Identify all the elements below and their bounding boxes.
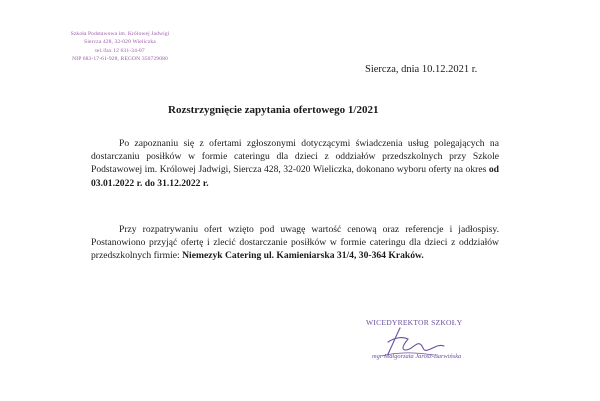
paragraph-period: od 03.01.2022 r. do 31.12.2022 r. bbox=[91, 164, 499, 189]
paragraph-decision bbox=[91, 223, 499, 263]
document-date: Sierczа, dnia 10.12.2021 r. bbox=[365, 64, 478, 75]
stamp-line: tel./fax 12 631-34-07 bbox=[95, 47, 145, 54]
paragraph-text: Po zapoznaniu się z ofertami zgłoszonymi dotyczącymi świadczenia usług polegających na dostarczaniu posiłków w formie cateringu dla dzieci z oddziałów przedszkolnych przy Szkole Podstawowej im. Królowej Jadwigi, Sierczа 428, 32-020 Wieliczka, dokonano wyboru oferty na okres bbox=[91, 138, 499, 176]
signature-title: WICEDYREKTOR SZKOŁY bbox=[366, 318, 463, 327]
school-stamp bbox=[60, 30, 180, 63]
selected-company: Niemezyk Catering ul. Kamieniarska 31/4, 30-364 Kraków. bbox=[182, 250, 424, 262]
document-title: Rozstrzygnięcie zapytania ofertowego 1/2021 bbox=[168, 104, 379, 116]
stamp-line: NIP 683-17-61-928, REGON 350729080 bbox=[72, 55, 168, 62]
paragraph-text: Przy rozpatrywaniu ofert wzięto pod uwagę wartość cenową oraz referencje i jadłospisy. Postanowiono przyjąć ofertę i zlecić dostarczanie posiłków w formie cateringu dla dzieci z oddziałów przedszkolnych firmie: bbox=[91, 224, 499, 262]
paragraph-selection bbox=[91, 137, 499, 190]
stamp-line: Szkoła Podstawowa im. Królowej Jadwigi bbox=[70, 31, 170, 37]
signatory-name: mgr Małgorzata Jarosz-Barwińska bbox=[372, 353, 462, 360]
stamp-line: Sierczа 428, 32-020 Wieliczka bbox=[84, 39, 156, 46]
